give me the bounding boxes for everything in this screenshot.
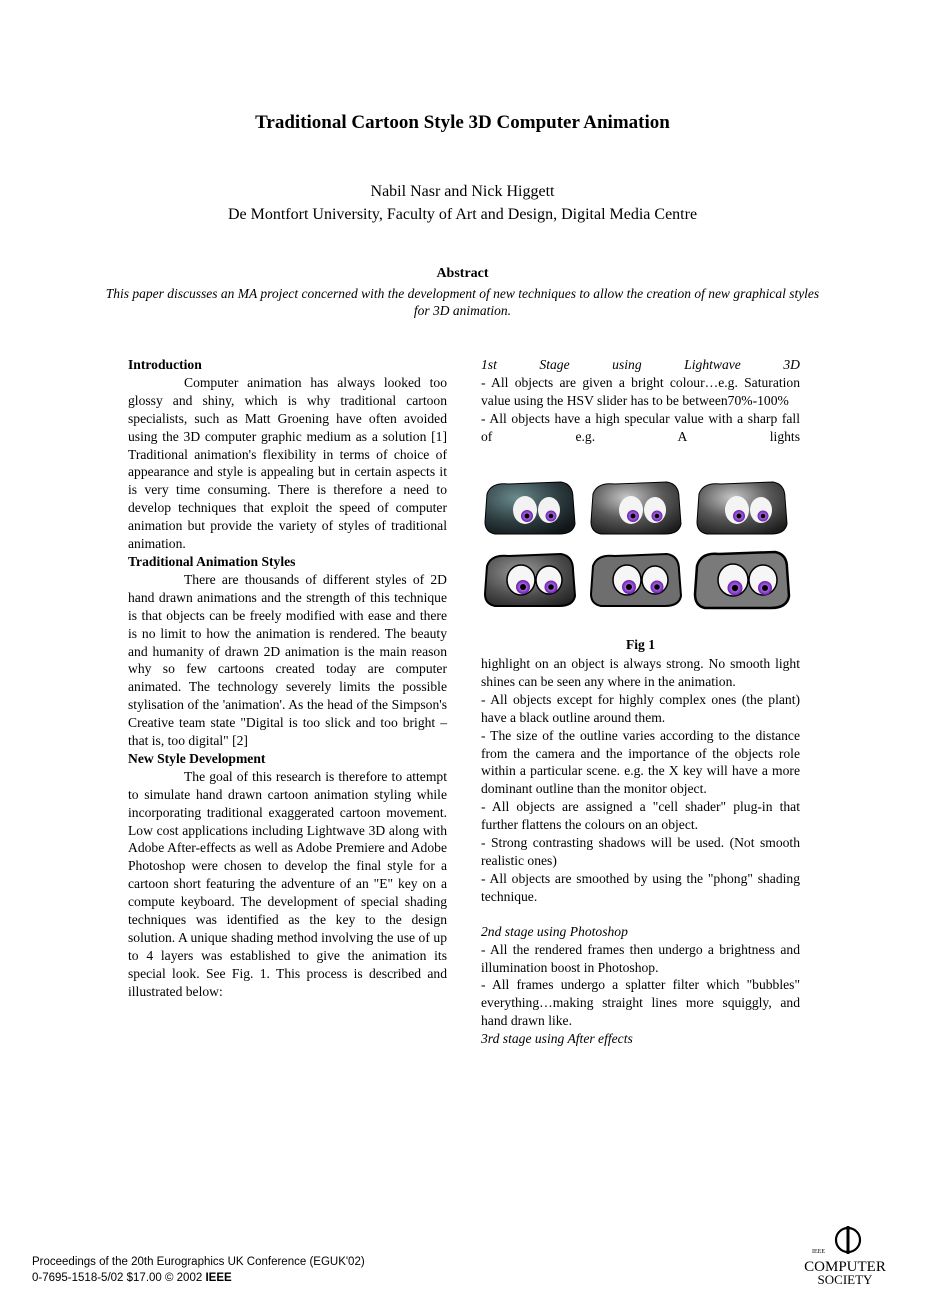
- isbn-text: 0-7695-1518-5/02 $17.00 © 2002: [32, 1272, 203, 1284]
- stage1-item-cell-shader: - All objects are assigned a "cell shader" plug-in that further flattens the colours on an object.: [481, 799, 800, 833]
- stage3-heading: 3rd stage using After effects: [481, 1031, 633, 1047]
- author-block: [0, 180, 925, 226]
- right-column-bottom: [481, 655, 800, 1048]
- ieee-mark: IEEE: [205, 1272, 232, 1284]
- right-column-top: [481, 356, 800, 446]
- traditional-styles-heading: Traditional Animation Styles: [128, 553, 296, 569]
- stage2-heading: 2nd stage using Photoshop: [481, 923, 628, 939]
- traditional-styles-paragraph: There are thousands of different styles of 2D hand drawn animations and the strength of this technique is that objects can be freely modified with ease and there is no limit to how the animation is rendered. The beauty and humanity of drawn 2D animation is the main reason why so few cartoons created today are computer animated. The technology severely limits the possible stylisation of the 'animation'. As the head of the Simpson's Creative team state "Digital is too slick and too bright – that is, too digital" [2]: [128, 571, 447, 749]
- stage1-item-shadows: - Strong contrasting shadows will be used. (Not smooth realistic ones): [481, 835, 800, 868]
- computer-society-logo: [796, 1226, 894, 1286]
- render-1: [485, 482, 575, 534]
- stage1-item-outline-size: - The size of the outline varies according to the distance from the camera and the importance of the objects role within a particular scene. e.g. the X key will have a more dominant outline than the monitor object.: [481, 727, 800, 797]
- figure-caption: Fig 1: [625, 637, 656, 652]
- introduction-heading: Introduction: [128, 357, 202, 372]
- render-2: [591, 482, 681, 534]
- figure-1-renders: [481, 476, 800, 616]
- stage2-item-splatter: - All frames undergo a splatter filter which "bubbles" everything…making straight lines more squiggly, and hand drawn like.: [481, 977, 800, 1029]
- stage1-item-outline: - All objects except for highly complex ones (the plant) have a black outline around them.: [481, 691, 800, 725]
- stage1-item-colour: - All objects are given a bright colour…e.g. Saturation value using the HSV slider has to be between70%-100%: [481, 374, 800, 408]
- stage1-item-specular-start: - All objects have a high specular value with a sharp fall of e.g. A lights: [481, 410, 800, 444]
- left-column: [128, 356, 447, 1001]
- stage1-item-phong: - All objects are smoothed by using the "phong" shading technique.: [481, 870, 800, 904]
- logo-ieee-small: IEEE: [812, 1249, 825, 1255]
- proceedings-line: Proceedings of the 20th Eurographics UK Conference (EGUK'02): [32, 1256, 365, 1268]
- proceedings-footer: [32, 1254, 365, 1286]
- new-style-heading: New Style Development: [128, 750, 266, 766]
- author-names: Nabil Nasr and Nick Higgett: [370, 183, 555, 200]
- stage2-item-brightness: - All the rendered frames then undergo a brightness and illumination boost in Photoshop.: [481, 941, 800, 975]
- logo-society: SOCIETY: [817, 1272, 873, 1286]
- abstract-heading: Abstract: [436, 266, 489, 281]
- render-6: [695, 552, 789, 608]
- render-3: [697, 482, 787, 534]
- abstract-text: This paper discusses an MA project concerned with the development of new techniques to allow the creation of new graphical styles for 3D animation.: [105, 286, 820, 318]
- new-style-paragraph: The goal of this research is therefore to attempt to simulate hand drawn cartoon animation styling while incorporating traditional exaggerated cartoon movement. Low cost applications including Lightwave 3D along with Adobe After-effects as well as Adobe Premiere and Adobe Photoshop were chosen to develop the final style for a cartoon short featuring the adventure of an "E" key on a compute keyboard. The development of special shading techniques was identified as the key to the design solution. A unique shading method involving the use of up to 4 layers was established to give the animation its special look. See Fig. 1. This process is described and illustrated below:: [128, 768, 447, 999]
- stage1-item-specular-end: highlight on an object is always strong. No smooth light shines can be seen any where in the animation.: [481, 656, 800, 689]
- author-affiliation: De Montfort University, Faculty of Art and Design, Digital Media Centre: [227, 206, 698, 223]
- render-5: [591, 554, 681, 606]
- isbn-line: [32, 1270, 365, 1286]
- stage1-heading: 1st Stage using Lightwave 3D: [481, 357, 800, 372]
- introduction-paragraph: Computer animation has always looked too glossy and shiny, which is why traditional cartoon specialists, such as Matt Groening have often avoided using the 3D computer graphic medium as a solution [1] Traditional animation's flexibility in terms of choice of appearance and style is appealing but in certain aspects it is very time consuming. There is therefore a need to develop techniques that exploit the speed of computer animation but provide the variety of styles of traditional animation.: [128, 374, 447, 552]
- phi-emblem-icon: [836, 1226, 860, 1254]
- render-4: [485, 554, 575, 606]
- logo-computer: COMPUTER: [804, 1259, 886, 1275]
- paper-title: Traditional Cartoon Style 3D Computer Animation: [255, 112, 670, 133]
